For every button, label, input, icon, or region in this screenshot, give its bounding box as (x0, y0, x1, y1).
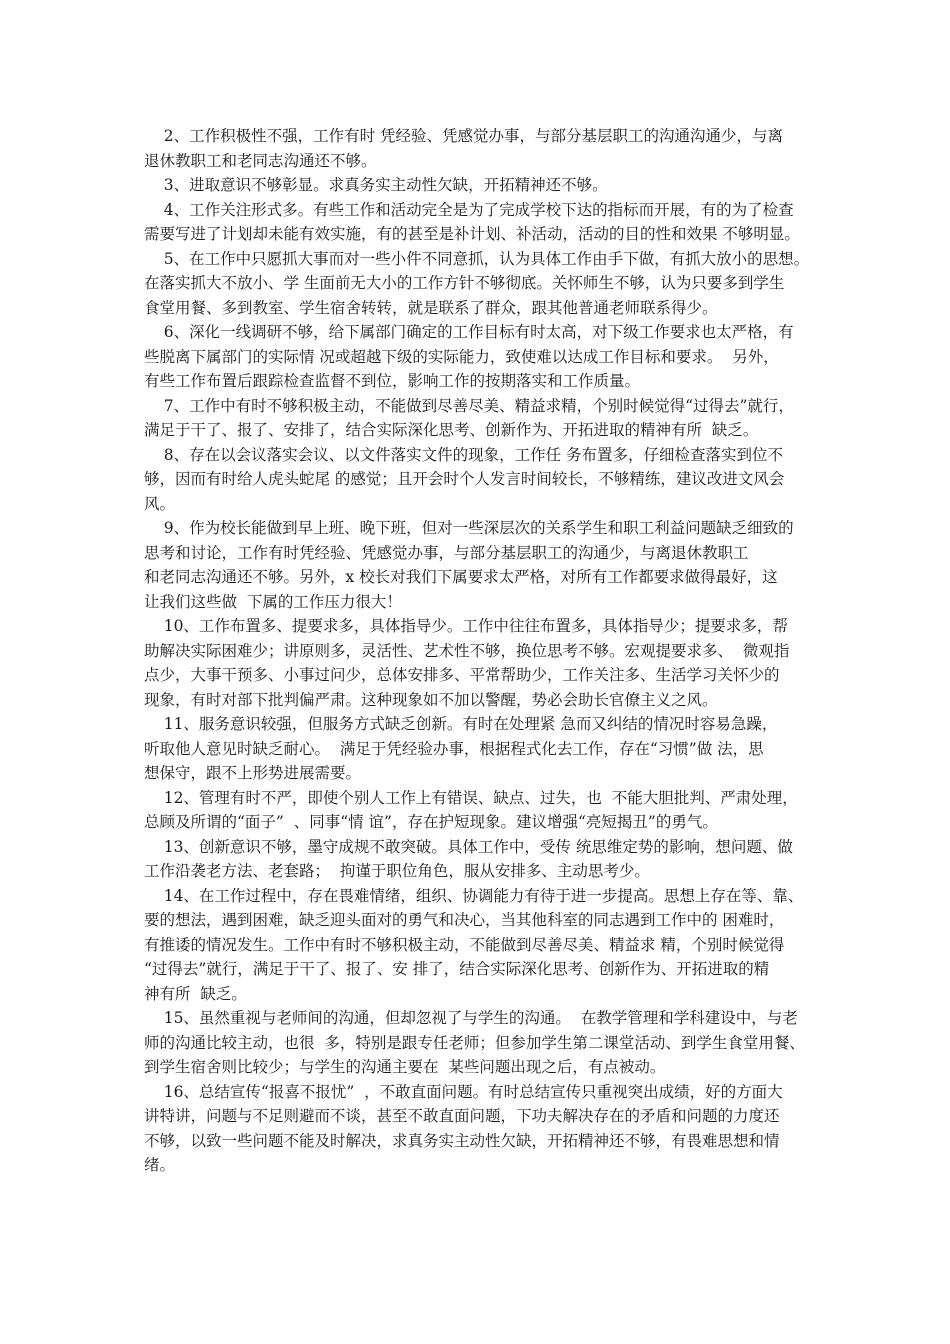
text-line: 14、在工作过程中，存在畏难情绪，组织、协调能力有待于进一步提高。思想上存在等、靠、 (144, 886, 804, 905)
paragraph (144, 1006, 824, 1080)
text-line: 不够，以致一些问题不能及时解决，求真务实主动性欠缺，开拓精神还不够，有畏难思想和情 (144, 1131, 780, 1150)
paragraph (144, 173, 824, 198)
text-line: 16、总结宣传“报喜不报忧” ，不敢直面问题。有时总结宣传只重视突出成绩，好的方面大 (144, 1082, 783, 1101)
text-line: 有些工作布置后跟踪检查监督不到位，影响工作的按期落实和工作质量。 (144, 372, 641, 390)
text-line: 听取他人意见时缺乏耐心。 满足于凭经验办事，根据程式化去工作，存在“习惯”做 法，思 (144, 739, 764, 758)
paragraph (144, 1080, 824, 1178)
text-line: 现象，有时对部下批判偏严肃。这种现象如不加以警醒，势必会助长官僚主义之风。 (144, 690, 718, 709)
paragraph (144, 443, 824, 517)
text-line: 让我们这些做 下属的工作压力很大！ (144, 592, 402, 611)
text-line: 6、深化一线调研不够，给下属部门确定的工作目标有时太高，对下级工作要求也太严格，有 (144, 323, 794, 341)
paragraph (144, 124, 824, 173)
text-line: 和老同志沟通还不够。另外，x 校长对我们下属要求太严格，对所有工作都要求做得最好，这 (144, 568, 778, 586)
text-line: 在落实抓大不放小、学 生面前无大小的工作方针不够彻底。关怀师生不够，认为只要多到学生 (144, 274, 785, 292)
text-line: 总顾及所谓的“面子” 、同事“情 谊”，存在护短现象。建议增强“亮短揭丑”的勇气。 (144, 813, 718, 831)
text-line: 13、创新意识不够，墨守成规不敢突破。具体工作中，受传 统思维定势的影响，想问题、做 (144, 837, 793, 856)
text-line: 工作沿袭老方法、老套路； 拘谨于职位角色，服从安排多、主动思考少。 (144, 862, 650, 880)
text-line: 绪。 (144, 1156, 176, 1174)
text-line: 些脱离下属部门的实际情 况或超越下级的实际能力，致使难以达成工作目标和要求。 另外， (144, 347, 779, 366)
text-line: 退休教职工和老同志沟通还不够。 (144, 151, 377, 170)
paragraph (144, 516, 824, 614)
text-line: 15、虽然重视与老师间的沟通，但却忽视了与学生的沟通。 在教学管理和学科建设中，与老 (144, 1009, 798, 1027)
text-line: 3、进取意识不够彰显。求真务实主动性欠缺，开拓精神还不够。 (144, 176, 608, 194)
text-line: 7、工作中有时不够积极主动，不能做到尽善尽美、精益求精，个别时候觉得“过得去”就行， (144, 396, 794, 415)
paragraph (144, 786, 824, 835)
text-line: 想保守，跟不上形势进展需要。 (144, 764, 362, 782)
text-line: 讲特讲，问题与不足则避而不谈，甚至不敢直面问题，下功夫解决存在的矛盾和问题的力度还 (144, 1107, 780, 1125)
text-line: 5、在工作中只愿抓大事而对一些小件不同意抓，认为具体工作由手下做，有抓大放小的思想。 (144, 249, 810, 268)
text-line: 10、工作布置多、提要求多，具体指导少。工作中往往布置多，具体指导少；提要求多，帮 (144, 617, 788, 635)
paragraph (144, 712, 824, 786)
paragraph (144, 247, 824, 321)
text-line: 需要写进了计划却未能有效实施，有的甚至是补计划、补活动，活动的目的性和效果 不够明显。 (144, 225, 800, 243)
text-line: 4、工作关注形式多。有些工作和活动完全是为了完成学校下达的指标而开展，有的为了检查 (144, 200, 794, 219)
text-line: 有推诿的情况发生。工作中有时不够积极主动，不能做到尽善尽美、精益求 精，个别时候觉得 (144, 935, 785, 954)
text-line: 点少，大事干预多、小事过问少，总体安排多、平常帮助少，工作关注多、生活学习关怀少的 (144, 666, 780, 684)
document-page (144, 124, 824, 1178)
text-line: 12、管理有时不严，即使个别人工作上有错误、缺点、过失，也 不能大胆批判、严肃处理， (144, 788, 798, 807)
paragraph (144, 884, 824, 1007)
text-line: 满足于干了、报了、安排了，结合实际深化思考、创新作为、开拓进取的精神有所 缺乏。 (144, 421, 759, 439)
text-line: 11、服务意识较强，但服务方式缺乏创新。有时在处理紧 急而又纠结的情况时容易急躁， (144, 715, 778, 733)
text-line: 够，因而有时给人虎头蛇尾 的感觉；且开会时个人发言时间较长，不够精练，建议改进文风会 (144, 470, 785, 488)
text-line: 神有所 缺乏。 (144, 984, 247, 1003)
text-line: 食堂用餐、多到教室、学生宿舍转转，就是联系了群众，跟其他普通老师联系得少。 (144, 298, 718, 317)
text-line: 师的沟通比较主动，也很 多，特别是跟专任老师；但参加学生第二课堂活动、到学生食堂用餐、 (144, 1033, 805, 1052)
paragraph (144, 394, 824, 443)
paragraph (144, 614, 824, 712)
text-line: 2、工作积极性不强，工作有时 凭经验、凭感觉办事，与部分基层职工的沟通沟通少，与离 (144, 127, 783, 145)
text-line: 到学生宿舍则比较少；与学生的沟通主要在 某些问题出现之后，有点被动。 (144, 1058, 666, 1076)
paragraph (144, 198, 824, 247)
text-line: 助解决实际困难少；讲原则多，灵活性、艺术性不够，换位思考不够。宏观提要求多、 微观指 (144, 641, 790, 660)
text-line: 风。 (144, 494, 176, 513)
text-line: “过得去”就行，满足于干了、报了、安 排了，结合实际深化思考、创新作为、开拓进取的精 (144, 960, 770, 978)
paragraph (144, 835, 824, 884)
text-line: 8、存在以会议落实会议、以文件落实文件的现象，工作任 务布置多，仔细检查落实到位不 (144, 445, 783, 464)
text-line: 9、作为校长能做到早上班、晚下班，但对一些深层次的关系学生和职工利益问题缺乏细致的 (144, 519, 794, 537)
paragraph (144, 320, 824, 394)
text-line: 思考和讨论，工作有时凭经验、凭感觉办事，与部分基层职工的沟通少，与离退休教职工 (144, 543, 749, 562)
text-line: 要的想法，遇到困难，缺乏迎头面对的勇气和决心，当其他科室的同志遇到工作中的 困难时， (144, 911, 785, 929)
